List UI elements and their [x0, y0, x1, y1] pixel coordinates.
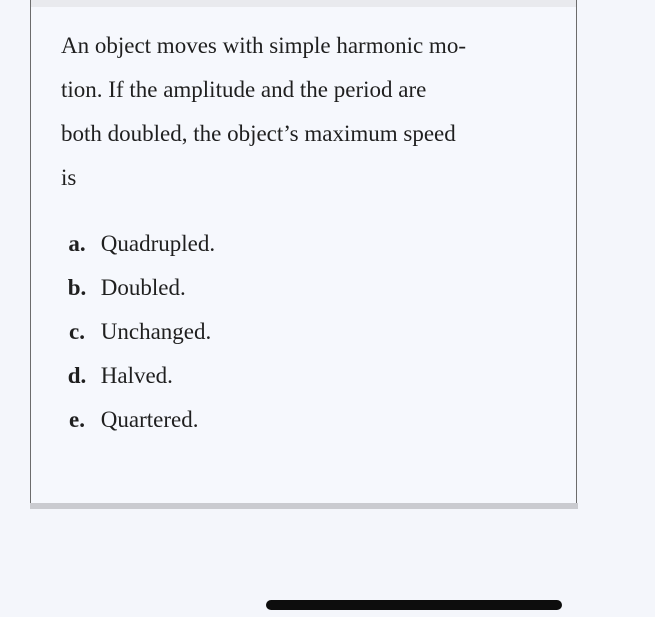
home-indicator[interactable] [266, 600, 562, 610]
option-text: Doubled. [100, 275, 186, 300]
option-letter: e. [69, 407, 85, 432]
question-line-3: both doubled, the object’s maximum speed [61, 121, 456, 146]
question-line-1: An object moves with simple harmonic mo- [61, 33, 466, 58]
option-letter: c. [69, 319, 85, 344]
option-text: Quadrupled. [100, 231, 216, 256]
option-a[interactable] [59, 222, 215, 266]
option-letter: b. [67, 275, 87, 300]
option-text: Quartered. [100, 407, 199, 432]
option-letter: d. [67, 363, 87, 388]
option-b[interactable] [59, 266, 215, 310]
option-letter: a. [68, 231, 86, 256]
question-line-4: is [61, 165, 77, 190]
question-card [30, 0, 577, 503]
option-e[interactable] [59, 398, 215, 442]
option-text: Halved. [100, 363, 173, 388]
question-line-2: tion. If the amplitude and the period are [61, 77, 427, 102]
card-top-bar [31, 0, 576, 7]
question-text [61, 24, 551, 200]
card-bottom-bar [30, 503, 578, 509]
answer-options [59, 222, 215, 442]
option-d[interactable] [59, 354, 215, 398]
option-c[interactable] [59, 310, 215, 354]
option-text: Unchanged. [100, 319, 212, 344]
